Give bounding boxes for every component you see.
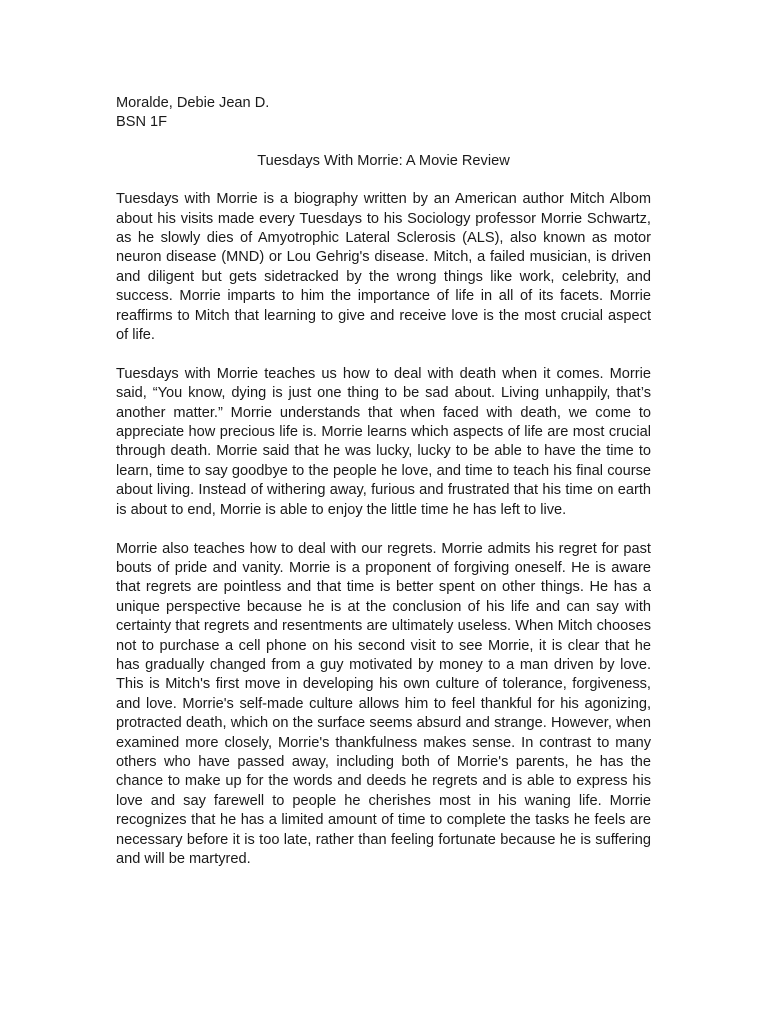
author-name: Moralde, Debie Jean D.	[116, 95, 270, 111]
paragraph-3: Morrie also teaches how to deal with our regrets. Morrie admits his regret for past bouts of pride and vanity. Morrie is a proponent of forgiving oneself. He is aware that regrets are pointless and that time is better spent on other things. He has a unique perspective because he is at the conclusion of his life and can say with certainty that regrets and resentments are ultimately useless. When Mitch chooses not to purchase a cell phone on his second visit to see Morrie, it is clear that he has gradually changed from a guy motivated by money to a man driven by love. This is Mitch's first move in developing his own culture of tolerance, forgiveness, and love. Morrie's self-made culture allows him to feel thankful for his agonizing, protracted death, which on the surface seems absurd and strange. However, when examined more closely, Morrie's thankfulness makes sense. In contrast to many others who have passed away, including both of Morrie's parents, he has the chance to make up for the words and deeds he regrets and is able to express his love and say farewell to people he cherishes most in his waning life. Morrie recognizes that he has a limited amount of time to complete the tasks he feels are necessary before it is too late, rather than feeling fortunate because he is suffering and will be martyred.	[116, 540, 651, 867]
class-section: BSN 1F	[116, 114, 168, 131]
paragraph-1: Tuesdays with Morrie is a biography written by an American author Mitch Albom about his visits made every Tuesdays to his Sociology professor Morrie Schwartz, as he slowly dies of Amyotrophic Lateral Sclerosis (ALS), also known as motor neuron disease (MND) or Lou Gehrig's disease. Mitch, a failed musician, is driven and diligent but gets sidetracked by the wrong things like work, celebrity, and success. Morrie imparts to him the importance of life in all of its facets. Morrie reaffirms to Mitch that learning to give and receive love is the most crucial aspect of life.	[116, 191, 651, 344]
document-title: Tuesdays With Morrie: A Movie Review	[257, 152, 510, 169]
document-body	[116, 94, 651, 889]
paragraph-2: Tuesdays with Morrie teaches us how to deal with death when it comes. Morrie said, “You know, dying is just one thing to be sad about. Living unhappily, that’s another matter.” Morrie understands that when faced with death, we come to appreciate how precious life is. Morrie learns which aspects of life are most crucial through death. Morrie said that he was lucky, lucky to be able to have the time to learn, time to say goodbye to the people he love, and time to teach his final course about living. Instead of withering away, furious and frustrated that his time on earth is about to end, Morrie is able to enjoy the little time he has left to live.	[116, 365, 651, 518]
